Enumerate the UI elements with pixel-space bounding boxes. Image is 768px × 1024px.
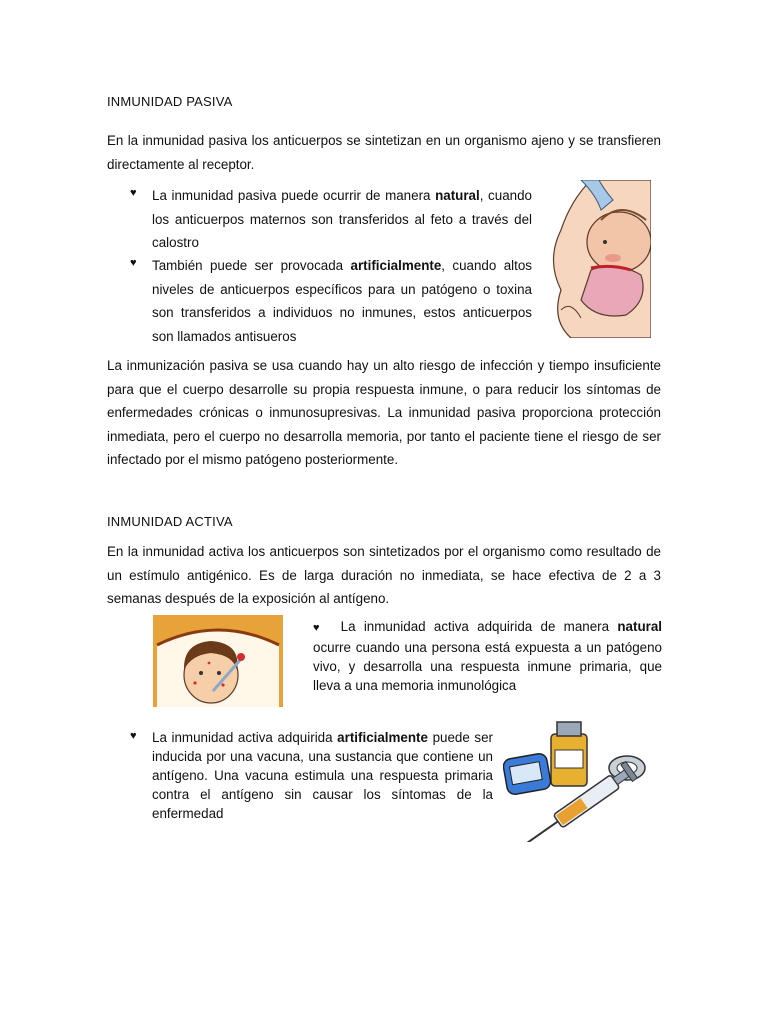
breastfeeding-illustration-icon (541, 180, 651, 338)
passive-bullet-natural (130, 184, 532, 255)
sick-child-thermometer-icon (153, 615, 283, 707)
section-title-active: INMUNIDAD ACTIVA (107, 514, 233, 529)
vaccine-syringe-vials-icon (503, 720, 649, 842)
bullet-text: ♥ La inmunidad activa adquirida de manera natural ocurre cuando una persona está expuesta a un patógeno vivo, y desarrolla una respuesta inmune primaria, que lleva a una memoria inmunológica (313, 619, 663, 693)
heart-bullet-icon: ♥ (130, 730, 137, 742)
passive-bullet-artificial (130, 254, 532, 348)
bullet-text: La inmunidad pasiva puede ocurrir de manera natural, cuando los anticuerpos maternos son transferidos al feto a través del calostro (152, 188, 532, 250)
passive-intro: En la inmunidad pasiva los anticuerpos se sintetizan en un organismo ajeno y se transfieren directamente al receptor. (107, 133, 661, 172)
heart-bullet-icon: ♥ (313, 622, 325, 634)
heart-bullet-icon: ♥ (130, 257, 137, 269)
active-bullet-artificial (130, 728, 493, 823)
bullet-text: La inmunidad activa adquirida artificialmente puede ser inducida por una vacuna, una sustancia que contiene un antígeno. Una vacuna estimula una respuesta primaria contra el antígeno sin causar los síntomas de la enfermedad (152, 730, 494, 821)
passive-paragraph: La inmunización pasiva se usa cuando hay un alto riesgo de infección y tiempo insuficiente para que el cuerpo desarrolle su propia respuesta inmune, o para reducir los síntomas de enfermedades crónicas o inmunosupresivas. La inmunidad pasiva proporciona protección inmediata, pero el cuerpo no desarrolla memoria, por tanto el paciente tiene el riesgo de ser infectado por el mismo patógeno posteriormente. (107, 358, 661, 467)
active-intro: En la inmunidad activa los anticuerpos son sintetizados por el organismo como resultado de un estímulo antigénico. Es de larga duración no inmediata, se hace efectiva de 2 a 3 semanas después de la exposición al antígeno. (107, 544, 661, 606)
section-title-passive: INMUNIDAD PASIVA (107, 94, 233, 109)
active-bullet-natural (313, 617, 662, 695)
bullet-text: También puede ser provocada artificialmente, cuando altos niveles de anticuerpos específicos para un patógeno o toxina son transferidos a individuos no inmunes, estos anticuerpos son llamados antisueros (152, 258, 532, 344)
heart-bullet-icon: ♥ (130, 187, 137, 199)
